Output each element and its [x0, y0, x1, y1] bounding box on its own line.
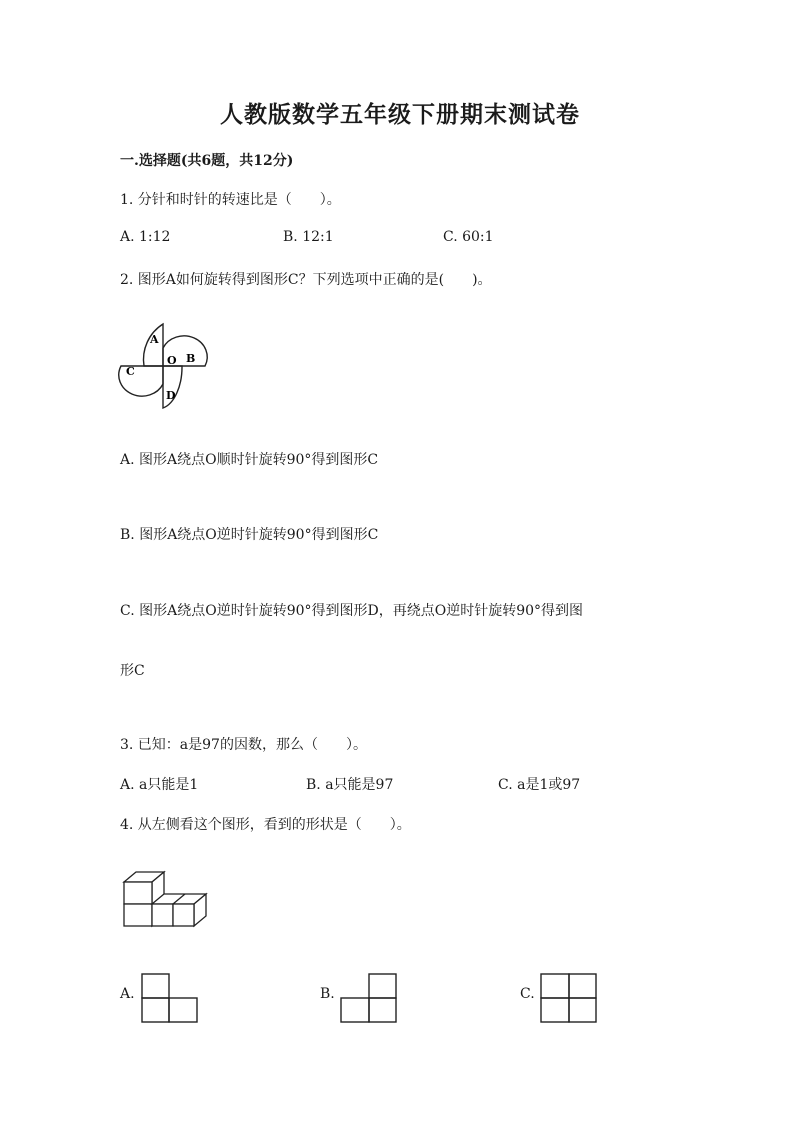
section-heading: 一.选择题(共6题，共12分)	[120, 153, 294, 169]
q3-option-c[interactable]: C. a是1或97	[498, 777, 581, 793]
q1-option-b[interactable]: B. 12:1	[283, 229, 334, 245]
q4-option-c-shape	[540, 973, 598, 1023]
question-3-text: 3. 已知：a是97的因数，那么（ ）。	[120, 737, 367, 753]
question-1-text: 1. 分针和时针的转速比是（ ）。	[120, 192, 341, 208]
cube-stack-figure	[120, 868, 210, 930]
q4-option-c[interactable]: C.	[520, 986, 535, 1002]
question-2-text: 2. 图形A如何旋转得到图形C？下列选项中正确的是( )。	[120, 272, 492, 288]
rotation-figure	[110, 318, 210, 410]
q1-option-c[interactable]: C. 60:1	[443, 229, 494, 245]
q2-option-a[interactable]: A. 图形A绕点O顺时针旋转90°得到图形C	[120, 452, 379, 468]
figure-label-b: B	[186, 352, 196, 365]
figure-label-o: O	[167, 354, 177, 367]
q4-option-b-shape	[340, 973, 398, 1023]
q3-option-a[interactable]: A. a只能是1	[120, 777, 199, 793]
q4-option-b[interactable]: B.	[320, 986, 335, 1002]
q4-option-a-shape	[141, 973, 199, 1023]
q4-option-a[interactable]: A.	[120, 986, 135, 1002]
q1-option-a[interactable]: A. 1:12	[120, 229, 171, 245]
figure-label-c: C	[126, 365, 135, 378]
page-title: 人教版数学五年级下册期末测试卷	[220, 101, 580, 128]
q2-option-c[interactable]: C. 图形A绕点O逆时针旋转90°得到图形D，再绕点O逆时针旋转90°得到图	[120, 603, 584, 619]
q3-option-b[interactable]: B. a只能是97	[306, 777, 394, 793]
q2-option-b[interactable]: B. 图形A绕点O逆时针旋转90°得到图形C	[120, 527, 379, 543]
figure-label-d: D	[166, 389, 176, 402]
q2-option-c-continued: 形C	[120, 663, 145, 679]
question-4-text: 4. 从左侧看这个图形，看到的形状是（ ）。	[120, 817, 411, 833]
figure-label-a: A	[150, 333, 159, 346]
